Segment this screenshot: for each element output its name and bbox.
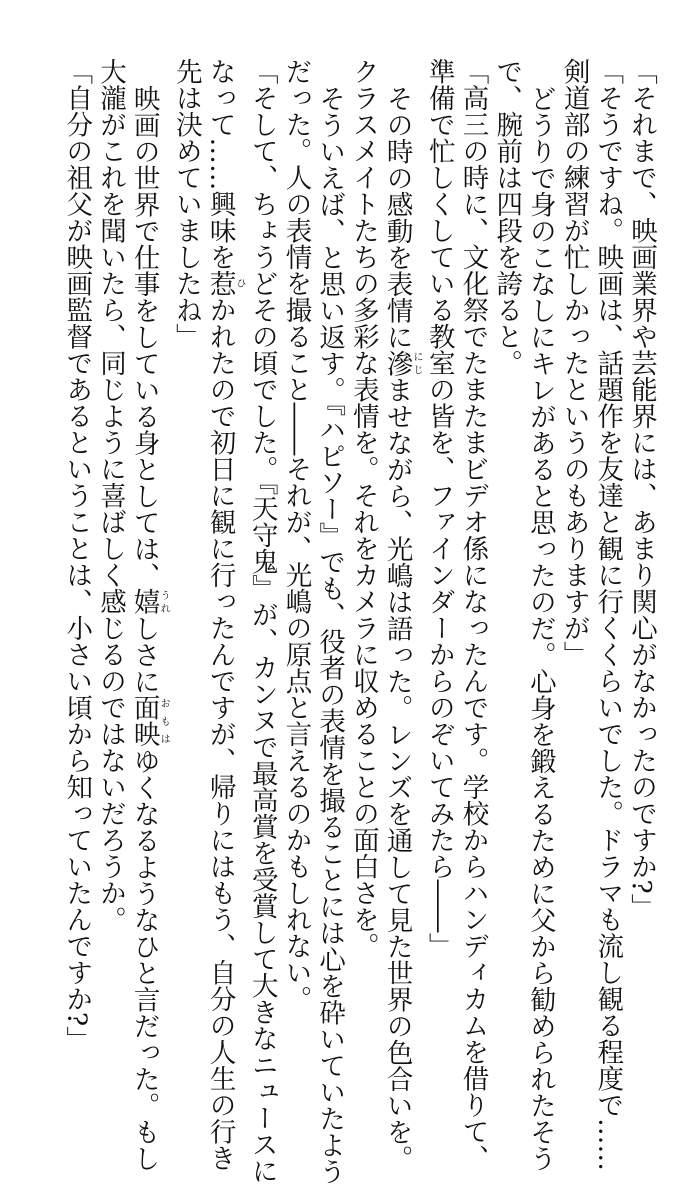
line-text: 「自分の祖父が映画監督であるということは、小さい頃から知っていたんですか?」 (61, 58, 92, 1053)
text-line (591, 58, 625, 958)
line-text: 先は決めていましたね」 (171, 58, 202, 350)
line-text: なって……興味を (205, 58, 236, 270)
text-line (312, 58, 346, 958)
line-text: 剣道部の練習が忙しかったというのもありますが」 (559, 58, 590, 668)
line-text: で、腕前は四段を誇ると。 (491, 58, 522, 376)
line-text: 「そして、ちょうどその頃でした。『天守鬼』が、カンヌで最高賞を受賞して大きなニュースに (247, 58, 278, 1184)
line-text: かれたので初日に観に行ったんですが、帰りにはもう、自分の人生の行き (205, 297, 236, 1172)
line-text: ませながら、光嶋は語った。レンズを通して見た世界の色合いを。 (382, 376, 413, 1171)
vertical-text-block (18, 58, 658, 958)
text-line (456, 58, 490, 958)
text-line (169, 58, 203, 958)
line-text: そういえば、と思い返す。『ハピソー』でも、役者の表情を撮ることには心を砕いていたよう (314, 85, 345, 1184)
line-text: 映画の世界で仕事をしている身としては、 (129, 85, 160, 589)
text-line (523, 58, 557, 958)
line-text: ゆくなるようなひと言だった。もし (129, 747, 160, 1171)
text-line (380, 58, 422, 958)
line-text: クラスメイトたちの多彩な表情を。それをカメラに収めることの面白さを。 (348, 58, 379, 959)
line-text: 「そうですね。映画は、話題作を友達と観に行くくらいでした。ドラマも流し観る程度で…… (592, 58, 623, 1171)
text-line (60, 58, 94, 958)
text-line (557, 58, 591, 958)
text-line (127, 58, 169, 958)
ruby-annotation: 面映おもは (129, 694, 160, 747)
ruby-annotation: 滲にじ (382, 350, 413, 377)
text-line (245, 58, 279, 958)
line-text: 「高三の時に、文化祭でたまたまビデオ係になったんです。学校からハンディカムを借りて、 (457, 58, 488, 1171)
line-text: どうりで身のこなしにキレがあると思ったのだ。心身を鍛えるために父から勧められたそう (525, 85, 556, 1172)
ruby-annotation: 惹ひ (205, 270, 236, 297)
line-text: 大瀧がこれを聞いたら、同じように喜ばしく感じるのではないだろうか。 (95, 58, 126, 933)
text-line (279, 58, 313, 958)
text-line (624, 58, 658, 958)
line-text: 「それまで、映画業界や芸能界には、あまり関心がなかったのですか?」 (626, 58, 657, 920)
text-line (489, 58, 523, 958)
text-line (93, 58, 127, 958)
line-text: その時の感動を表情に (382, 85, 413, 350)
text-line (422, 58, 456, 958)
line-text: しさに (129, 615, 160, 695)
text-line (203, 58, 245, 958)
line-text: 準備で忙しくしている教室の皆を、ファインダーからのぞいてみたら――」 (424, 58, 455, 959)
text-line (346, 58, 380, 958)
ruby-annotation: 嬉うれ (129, 588, 160, 615)
line-text: だった。人の表情を撮ること――それが、光嶋の原点と言えるのかもしれない。 (280, 58, 311, 1012)
